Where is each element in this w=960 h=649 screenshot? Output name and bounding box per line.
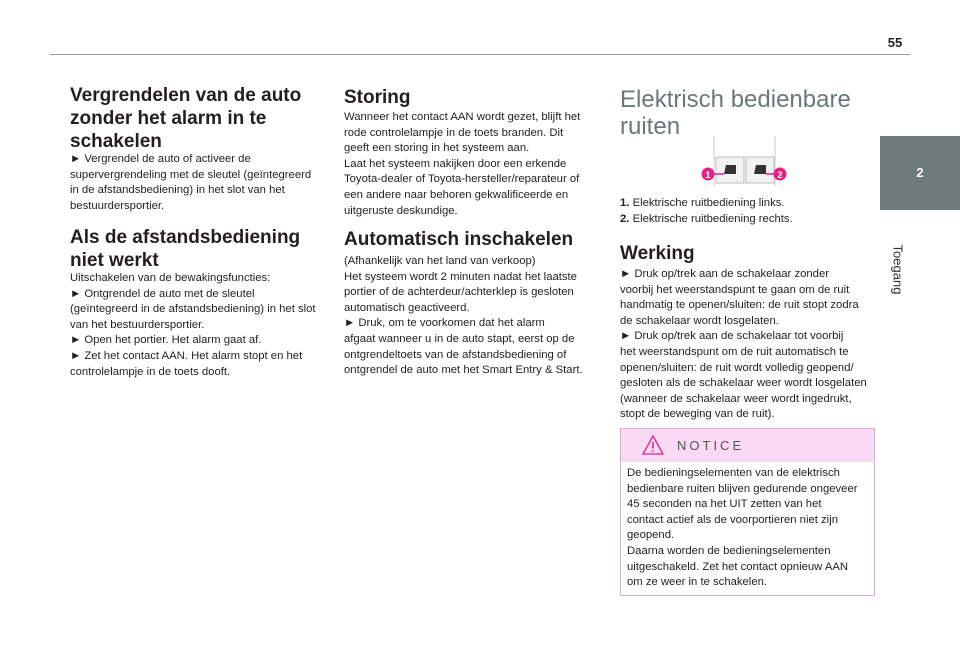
legend-item-2-text: Elektrische ruitbediening rechts. [632, 212, 793, 225]
chapter-label [868, 222, 928, 332]
notice-box [620, 428, 875, 596]
paragraph-automatisch: (Afhankelijk van het land van verkoop) Het systeem wordt 2 minuten nadat het laatste portier of de achterdeur/achterklep is gesloten automatisch geactiveerd. ► Druk, om te voorkomen dat het alarm afgaat wanneer u in de auto stapt, eerst op de ontgrendeltoets van de afstandsbediening of ontgrendel de auto met het Smart Entry & Start. [344, 255, 583, 377]
legend-item-1-num: 1. [620, 197, 630, 209]
chapter-title: Toegang [890, 244, 906, 295]
paragraph-vergrendelen: ► Vergrendel de auto of activeer de supervergrendeling met de sleutel (geïntegreerd in de afstandsbediening) in het slot van het bestuurdersportier. [70, 153, 312, 212]
paragraph-afstandsbediening: Uitschakelen van de bewakingsfuncties: ► Ontgrendel de auto met de sleutel (geïntegreerd in de afstandsbediening) in het slot van het bestuurdersportier. ► Open het portier. Het alarm gaat af. ► Zet het contact AAN. Het alarm stopt en het controlelampje in de toets dooft. [70, 272, 316, 378]
chapter-tab[interactable]: 2 [880, 136, 960, 210]
legend-list [620, 196, 874, 227]
heading-automatisch: Automatisch inschakelen [344, 229, 574, 250]
heading-werking: Werking [620, 243, 695, 264]
warning-triangle-icon [642, 435, 664, 455]
window-icon-left [724, 165, 736, 174]
heading-vergrendelen: Vergrendelen van de auto zonder het alarm in te schakelen [70, 85, 302, 152]
notice-title: NOTICE [677, 438, 745, 453]
page-number: 55 [887, 35, 903, 50]
heading-afstandsbediening: Als de afstandsbediening niet werkt [70, 227, 301, 271]
window-switch-illustration [680, 134, 790, 186]
heading-storing: Storing [344, 87, 411, 108]
window-icon-right [754, 165, 766, 174]
legend-item-1-text: Elektrische ruitbediening links. [632, 197, 785, 209]
notice-text: De bedieningselementen van de elektrisch bedienbare ruiten blijven gedurende ongeveer 45 seconden na het UIT zetten van het contact actief als de voorportieren niet zijn geopend. Daarna worden de bedieningselementen uitgeschakeld. Zet het contact opnieuw AAN om ze weer in te schakelen. [627, 467, 858, 589]
paragraph-storing: Wanneer het contact AAN wordt gezet, blijft het rode controlelampje in de toets branden. Dit geeft een storing in het systeem aan. Laat het systeem nakijken door een erkende Toyota-dealer of Toyota-hersteller/reparateur of een andere naar behoren gekwalificeerde en uitgeruste deskundige. [344, 111, 581, 217]
legend-item-2-num: 2. [620, 212, 630, 225]
paragraph-werking: ► Druk op/trek aan de schakelaar zonder voorbij het weerstandspunt te gaan om de ruit handmatig te openen/sluiten: de ruit stopt zodra de schakelaar wordt losgelaten. ► Druk op/trek aan de schakelaar tot voorbij het weerstandspunt om de ruit automatisch te openen/sluiten: de ruit wordt volledig geopend/ gesloten als de schakelaar weer wordt losgelaten (wanneer de schakelaar weer wordt ingedrukt, stopt de beweging van de ruit). [620, 268, 867, 421]
heading-elektrische-ruiten: Elektrisch bedienbare ruiten [620, 86, 851, 140]
marker-1-label: 1 [705, 170, 711, 180]
header-divider [50, 54, 910, 55]
marker-2-label: 2 [777, 170, 783, 180]
notice-header [621, 429, 874, 462]
window-switch-diagram [680, 134, 790, 186]
